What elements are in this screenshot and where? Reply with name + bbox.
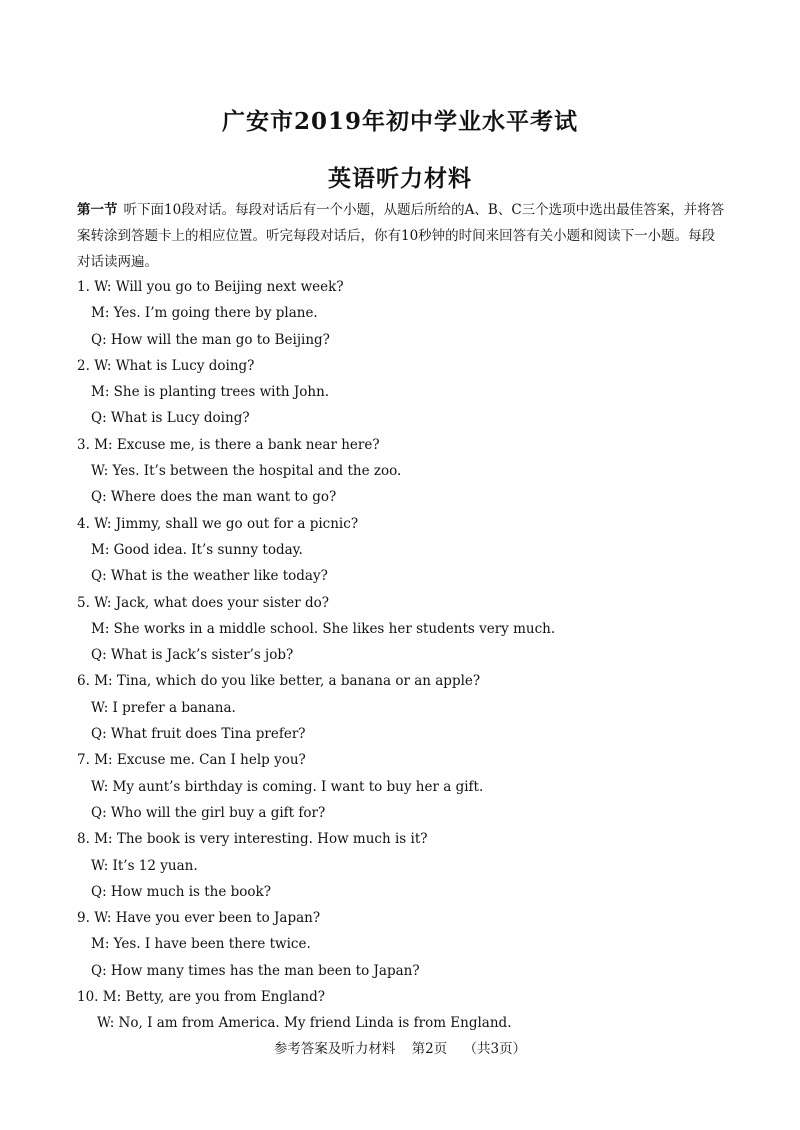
dialogue-line xyxy=(77,879,727,905)
dialogue-first-line xyxy=(77,274,727,300)
page-subtitle: 英语听力材料 xyxy=(328,165,472,192)
dialogue-text: W: I prefer a banana. xyxy=(91,699,236,716)
dialogue-item xyxy=(77,668,727,747)
dialogue-line xyxy=(77,484,727,510)
question-number: 4. xyxy=(77,515,90,532)
dialogue-first-line xyxy=(77,668,727,694)
section-instructions: 听下面10段对话。每段对话后有一个小题，从题后所给的A、B、C三个选项中选出最佳答案，并将答案转涂到答题卡上的相应位置。听完每段对话后，你有10秒钟的时间来回答有关小题和阅读下一小题。每段对话读两遍。 xyxy=(77,202,725,270)
dialogue-item xyxy=(77,432,727,511)
dialogue-first-line xyxy=(77,511,727,537)
dialogue-text: Q: Who will the girl buy a gift for? xyxy=(91,804,326,821)
dialogue-item xyxy=(77,511,727,590)
question-number: 9. xyxy=(77,910,90,927)
dialogue-text: W: Yes. It’s between the hospital and the zoo. xyxy=(91,463,402,480)
question-number: 1. xyxy=(77,279,90,295)
footer-label: 参考答案及听力材料 xyxy=(273,1041,396,1057)
dialogue-text: Q: How many times has the man been to Japan? xyxy=(91,962,420,979)
dialogue-text: M: Good idea. It’s sunny today. xyxy=(91,541,303,558)
dialogue-text: M: Tina, which do you like better, a banana or an apple? xyxy=(94,673,481,690)
dialogue-text: W: What is Lucy doing? xyxy=(94,357,255,374)
question-number: 10. xyxy=(77,989,99,1006)
dialogue-line xyxy=(77,774,727,800)
dialogue-text: W: Jack, what does your sister do? xyxy=(94,594,330,611)
dialogue-text: M: She is planting trees with John. xyxy=(91,384,330,401)
dialogue-line xyxy=(77,327,727,353)
dialogue-item xyxy=(77,353,727,432)
section-intro xyxy=(77,197,727,275)
dialogue-text: Q: What is Jack’s sister’s job? xyxy=(91,647,294,664)
dialogue-line xyxy=(77,642,727,668)
dialogue-item xyxy=(77,984,727,1037)
dialogue-item xyxy=(77,905,727,984)
dialogue-item xyxy=(77,274,727,353)
question-number: 7. xyxy=(77,752,90,769)
dialogue-line xyxy=(77,563,727,589)
dialogue-line xyxy=(77,405,727,431)
footer-page-number: 第2页 xyxy=(411,1041,448,1057)
dialogue-line xyxy=(77,721,727,747)
dialogue-text: W: My aunt’s birthday is coming. I want to buy her a gift. xyxy=(91,778,484,795)
dialogue-first-line xyxy=(77,905,727,931)
footer-page-total: （共3页） xyxy=(463,1041,527,1057)
dialogue-first-line xyxy=(77,747,727,773)
dialogue-line xyxy=(77,931,727,957)
dialogue-first-line xyxy=(77,353,727,379)
dialogue-item xyxy=(77,826,727,905)
dialogue-text: W: It’s 12 yuan. xyxy=(91,857,198,874)
dialogue-first-line xyxy=(77,984,727,1010)
question-number: 3. xyxy=(77,436,90,453)
dialogue-text: Q: What is Lucy doing? xyxy=(91,410,250,427)
question-number: 8. xyxy=(77,831,90,848)
dialogue-line xyxy=(77,800,727,826)
dialogue-text: Q: How much is the book? xyxy=(91,883,271,900)
dialogue-first-line xyxy=(77,432,727,458)
dialogue-text: M: She works in a middle school. She likes her students very much. xyxy=(91,620,556,637)
section-label: 第一节 xyxy=(77,202,118,218)
dialogue-item xyxy=(77,590,727,669)
page-footer xyxy=(0,1037,800,1057)
dialogue-text: W: No, I am from America. My friend Linda is from England. xyxy=(97,1015,512,1032)
dialogue-line xyxy=(77,616,727,642)
dialogue-first-line xyxy=(77,826,727,852)
dialogue-text: W: Will you go to Beijing next week? xyxy=(94,279,344,295)
dialogue-text: Q: What fruit does Tina prefer? xyxy=(91,726,306,743)
dialogue-text: M: Yes. I’m going there by plane. xyxy=(91,305,318,322)
page-title: 广安市2019年初中学业水平考试 xyxy=(221,108,578,135)
dialogue-text: W: Jimmy, shall we go out for a picnic? xyxy=(94,515,359,532)
question-number: 5. xyxy=(77,594,90,611)
dialogue-text: Q: Where does the man want to go? xyxy=(91,489,337,506)
dialogue-line xyxy=(77,1010,727,1036)
dialogue-text: M: Excuse me. Can I help you? xyxy=(94,752,306,769)
dialogue-text: M: Yes. I have been there twice. xyxy=(91,936,311,953)
dialogue-line xyxy=(77,458,727,484)
dialogue-line xyxy=(77,300,727,326)
dialogue-line xyxy=(77,695,727,721)
dialogue-line xyxy=(77,537,727,563)
dialogue-text: M: Excuse me, is there a bank near here? xyxy=(94,436,380,453)
dialogue-text: W: Have you ever been to Japan? xyxy=(94,910,321,927)
dialogue-text: M: The book is very interesting. How much is it? xyxy=(94,831,428,848)
dialogue-text: Q: What is the weather like today? xyxy=(91,568,328,585)
dialogue-text: M: Betty, are you from England? xyxy=(102,989,325,1006)
dialogue-item xyxy=(77,747,727,826)
dialogue-line xyxy=(77,958,727,984)
dialogue-line xyxy=(77,379,727,405)
dialogue-line xyxy=(77,853,727,879)
dialogue-first-line xyxy=(77,590,727,616)
dialogue-text: Q: How will the man go to Beijing? xyxy=(91,331,330,348)
question-number: 6. xyxy=(77,673,90,690)
question-number: 2. xyxy=(77,357,90,374)
dialogue-list xyxy=(77,274,727,1037)
